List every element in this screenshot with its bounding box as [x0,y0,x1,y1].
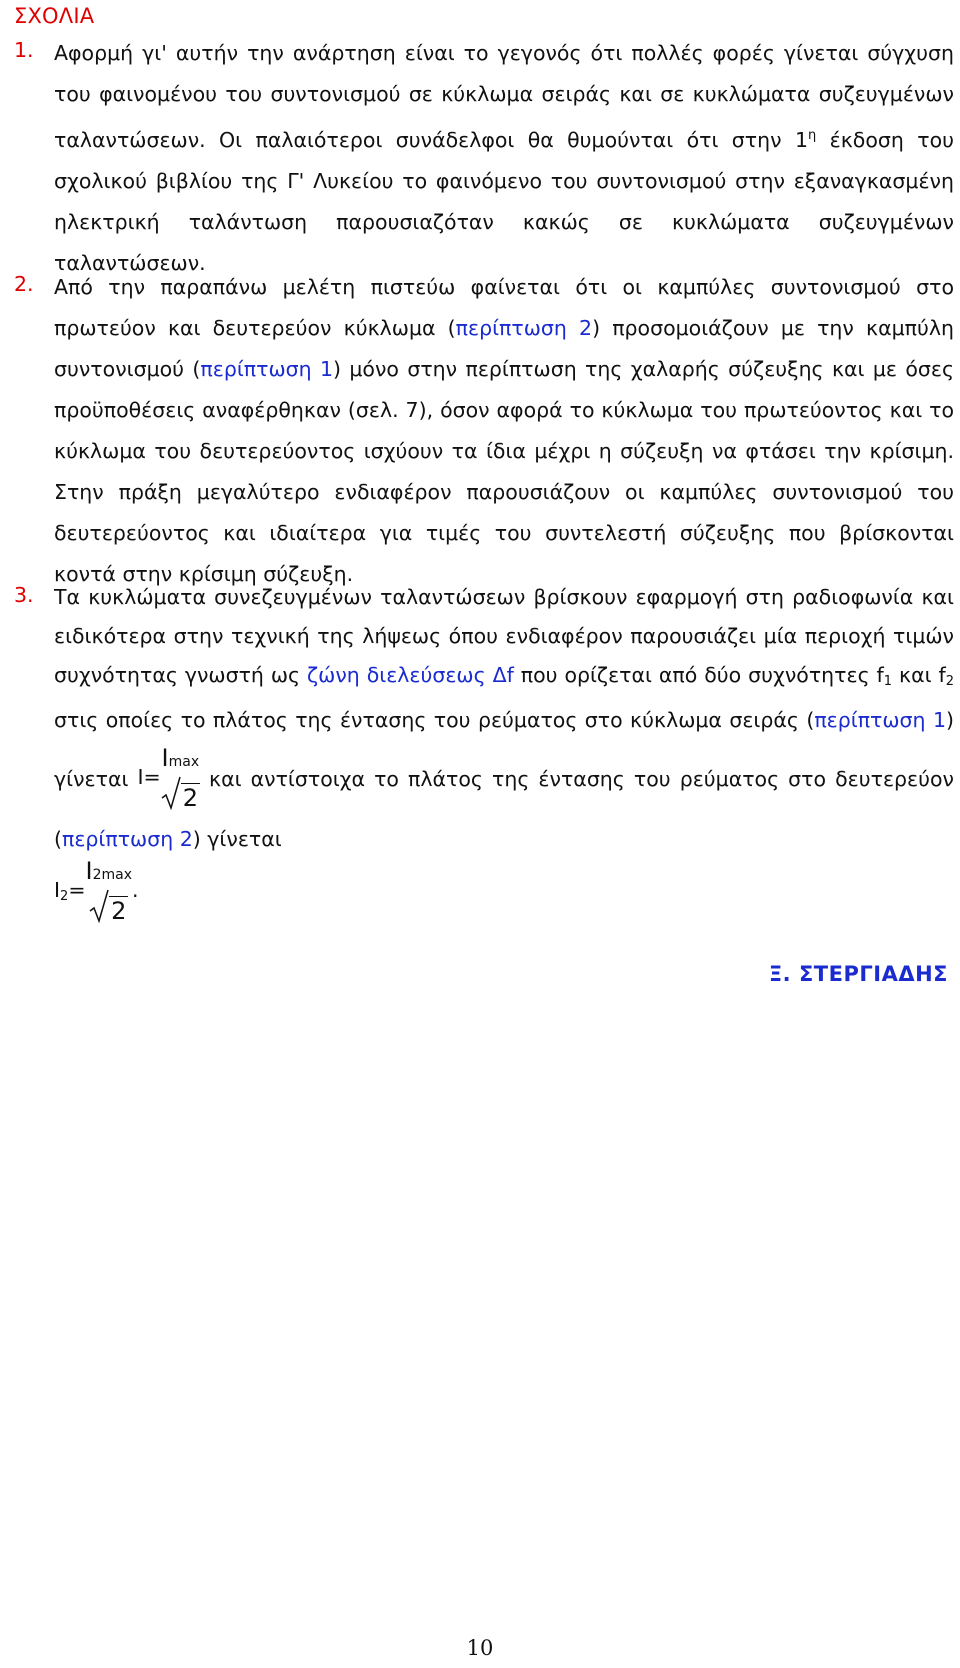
section-heading: ΣΧΟΛΙΑ [14,4,95,28]
item-3-paragraph [54,578,954,923]
sqrt-icon [89,889,109,923]
author-signature: Ξ. ΣΤΕΡΓΙΑΔΗΣ [768,962,948,986]
formula-2-equals: = [68,878,86,902]
item-3-text-4: στις οποίες το πλάτος της έντασης του ρεύματος στο κύκλωμα σειράς ( [54,708,815,732]
item-2-number: 2. [14,272,34,296]
formula-2-numerator: I [85,857,93,885]
formula-2-lhs: I [54,878,61,902]
item-3-text-2: που ορίζεται από δύο συχνότητες f [513,663,884,687]
item-3-text-6: και αντίστοιχα το πλάτος της έντασης του ρεύματος στο δευτερεύον ( [54,767,954,851]
formula-2-period: . [132,878,139,902]
item-3-number: 3. [14,583,34,607]
item-2-case-ref-1: περίπτωση 1 [200,357,334,381]
formula-1-denominator: 2 [182,784,198,812]
formula-2-denominator: 2 [111,897,127,925]
formula-current-series [137,746,200,810]
item-1-text-b: έκδοση του σχολικού βιβλίου της Γ' Λυκείου το φαινόμενο του συντονισμού στην εξαναγκασμένη ηλεκτρική ταλάντωση παρουσιαζόταν κακώς σε κυκλώματα συζευγμένων ταλαντώσεων. [54,128,954,275]
formula-2-numerator-sub: 2max [92,867,133,883]
item-3-sub-2: 2 [945,674,954,689]
formula-2-lhs-sub: 2 [60,889,69,904]
item-1-paragraph [54,33,954,284]
item-2-text-2: ) προσομοιάζουν με την καμπύλη συντονισμού ( [54,316,954,381]
item-3-text-3: και f [892,663,946,687]
formula-2-fraction [86,859,133,923]
formula-current-secondary [54,859,139,923]
item-2-text-3: ) μόνο στην περίπτωση της χαλαρής σύζευξης και με όσες προϋποθέσεις αναφέρθηκαν (σελ. 7), όσον αφορά το κύκλωμα του πρωτεύοντος και το κύκλωμα του δευτερεύοντος ισχύουν τα ίδια μέχρι η σύζευξη να φτάσει την κρίσιμη. Στην πράξη μεγαλύτερο ενδιαφέρον παρουσιάζουν οι καμπύλες συντονισμού του δευτερεύοντος και ιδιαίτερα για τιμές του συντελεστή σύζευξης που βρίσκονται κοντά στην κρίσιμη σύζευξη. [54,357,954,586]
item-1-text-a: Αφορμή γι' αυτήν την ανάρτηση είναι το γεγονός ότι πολλές φορές γίνεται σύγχυση του φαινομένου του συντονισμού σε κύκλωμα σειράς και σε κυκλώματα συζευγμένων ταλαντώσεων. Οι παλαιότεροι συνάδελφοι θα θυμούνται ότι στην 1 [54,41,954,152]
formula-1-numerator-sub: max [168,754,200,770]
item-3-case-ref-1: περίπτωση 1 [814,708,946,732]
item-2-paragraph [54,267,954,595]
item-2-case-ref-2: περίπτωση 2 [455,316,593,340]
item-3-text-1: Τα κυκλώματα συνεζευγμένων ταλαντώσεων βρίσκουν εφαρμογή στη ραδιοφωνία και ειδικότερα στην τεχνική της λήψεως όπου ενδιαφέρον παρουσιάζει μία περιοχή τιμών συχνότητας γνωστή ως [54,585,954,687]
page-number: 10 [466,1636,494,1660]
item-3-case-ref-2: περίπτωση 2 [62,827,193,851]
sqrt-icon [161,776,181,810]
item-3-text-5: ) γίνεται [54,708,954,791]
formula-1-lhs: I= [137,765,161,789]
formula-1-fraction [161,746,200,810]
item-1-superscript: η [808,128,817,143]
item-3-sub-1: 1 [883,674,893,689]
item-2-text-1: Από την παραπάνω μελέτη πιστεύω φαίνεται ότι οι καμπύλες συντονισμού στο πρωτεύον και δευτερεύον κύκλωμα ( [54,275,954,340]
item-3-bandwidth-term: ζώνη διελεύσεως Δf [307,663,514,687]
formula-1-numerator: I [161,744,169,772]
item-3-text-7: ) γίνεται [192,827,282,851]
item-1-number: 1. [14,38,34,62]
